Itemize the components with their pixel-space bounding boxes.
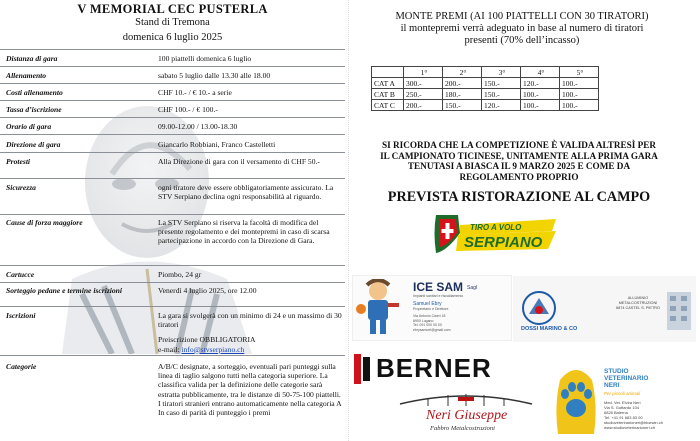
icesam-city: 6900 Lugano xyxy=(413,318,434,323)
divider xyxy=(0,306,345,307)
icesam-sponsor-card xyxy=(352,275,512,341)
preregistration-note: Preiscrizione OBBLIGATORIA xyxy=(158,335,256,345)
vet-contact xyxy=(604,400,696,430)
detail-label: Direzione di gara xyxy=(6,140,61,149)
building-icon xyxy=(665,286,693,332)
detail-value: 09.00-12.00 / 13.00-18.30 xyxy=(158,122,238,131)
detail-value: ogni tiratore deve essere obbligatoriamente assicurato. La STV Serpiano declina ogni responsabilità al riguardo. xyxy=(158,183,334,202)
neri-subtitle: Fabbro Metalcostruzioni xyxy=(430,425,495,432)
notice-line: TENUTASI A BIASCA IL 9 MARZO 2025 E COME DA xyxy=(407,161,631,172)
dossi-line: 6874 CASTEL S. PIETRO xyxy=(616,306,660,310)
vet-website: www.studioveterinarioneri.ch xyxy=(604,425,655,430)
email-line xyxy=(158,345,343,354)
detail-label: Protesti xyxy=(6,157,31,166)
serpiano-main-text: SERPIANO xyxy=(464,234,543,251)
dossi-line: METALCOSTRUZIONI xyxy=(618,301,658,305)
vet-title-line: NERI xyxy=(604,382,620,389)
divider xyxy=(0,100,345,101)
prize-cell: 200.- xyxy=(404,100,443,111)
event-date: domenica 6 luglio 2025 xyxy=(122,32,223,43)
prize-cell: 100.- xyxy=(560,100,599,111)
prize-header-cell: 5° xyxy=(560,67,599,78)
divider xyxy=(0,178,345,179)
divider xyxy=(0,355,345,356)
notice-line: SI RICORDA CHE LA COMPETIZIONE È VALIDA ALTRESÌ PER xyxy=(382,140,656,150)
vet-city: 6828 Balerna xyxy=(604,410,628,415)
detail-value: Alla Direzione di gara con il versamento di CHF 50.- xyxy=(158,157,320,166)
vet-title-line: STUDIO xyxy=(604,368,629,375)
detail-value: A/B/C designate, a sorteggio, eventuali pari punteggi sulla linea di taglio salgono tutti nella categoria superiore. La classifica valida per la definizione delle categorie sarà estratta pubblicamente, tra le distanze di 50-75-100 piattelli. I tiratori stranieri entrano automaticamente nella categoria A In caso di parità di punteggio i premi xyxy=(158,362,342,418)
icesam-email: ebrysamuel@gmail.com xyxy=(413,327,451,332)
detail-label: Tassa d’iscrizione xyxy=(6,105,62,114)
prize-category: CAT B xyxy=(372,89,404,100)
serpiano-logo xyxy=(430,211,560,261)
detail-label: Cartucce xyxy=(6,270,35,279)
catering-banner: PREVISTA RISTORAZIONE AL CAMPO xyxy=(387,189,651,205)
divider xyxy=(0,265,345,266)
vet-tagline: Per piccoli animali xyxy=(604,391,641,396)
divider xyxy=(0,282,345,283)
vet-doctor: Med. Vet. Elvira Neri xyxy=(604,400,641,405)
dossi-line: ALLUMINIO xyxy=(627,296,649,300)
icesam-role: Proprietario e Direttore xyxy=(413,307,449,311)
divider xyxy=(0,83,345,84)
prize-cell: 200.- xyxy=(443,78,482,89)
divider xyxy=(0,134,345,135)
plumber-mascot-icon xyxy=(355,279,401,337)
detail-label: Orario di gara xyxy=(6,122,52,131)
vet-address: Via S. Gottardo 104 xyxy=(604,405,640,410)
detail-value: 100 piattelli domenica 6 luglio xyxy=(158,54,252,63)
prize-subtext-1: il montepremi verrà adeguato in base al numero di tiratori xyxy=(400,23,644,34)
icesam-contact xyxy=(413,314,451,332)
registration-limits: La gara si svolgerà con un minimo di 24 e un massimo di 30 tiratori xyxy=(158,311,342,330)
prize-table-header xyxy=(372,67,599,78)
icesam-name: ICE SAM xyxy=(413,280,464,294)
notice-line: IL CAMPIONATO TICINESE, UNITAMENTE ALLA PRIMA GARA xyxy=(380,150,658,161)
icesam-phone: Tel. 091 000 00 00 xyxy=(413,323,442,327)
email-link[interactable]: info@stvserpiano.ch xyxy=(181,344,245,354)
icesam-person: Samuel Ebry xyxy=(413,301,442,307)
column-divider xyxy=(348,0,349,441)
divider xyxy=(0,214,345,215)
neri-logo xyxy=(396,392,536,436)
icesam-tagline: Impianti sanitari e riscaldamento xyxy=(413,294,464,298)
dossi-sponsor-card xyxy=(513,276,696,342)
paw-print-icon xyxy=(552,366,600,436)
icesam-address: Via Antonio Ciseri 18 xyxy=(413,314,446,318)
prize-cell: 100.- xyxy=(560,89,599,100)
event-venue: Stand di Tremona xyxy=(135,17,210,28)
prize-row xyxy=(372,78,599,89)
detail-label: Costi allenamento xyxy=(6,88,63,97)
prize-cell: 100.- xyxy=(521,89,560,100)
divider xyxy=(0,152,345,153)
event-title: V MEMORIAL CEC PUSTERLA xyxy=(77,2,268,16)
vet-title-line: VETERINARIO xyxy=(604,375,649,382)
regulation-column xyxy=(0,0,345,441)
vet-sponsor-card xyxy=(552,366,698,440)
prize-cell: 180.- xyxy=(443,89,482,100)
prize-cell: 150.- xyxy=(482,89,521,100)
berner-logo xyxy=(354,352,492,386)
prize-category: CAT A xyxy=(372,78,404,89)
vet-email: studioveterinarioneri@bluewin.ch xyxy=(604,420,663,425)
dossi-emblem-icon xyxy=(521,290,557,326)
berner-mark-icon xyxy=(354,354,372,384)
detail-label: Distanza di gara xyxy=(6,54,58,63)
detail-value: sabato 5 luglio dalle 13.30 alle 18.00 xyxy=(158,71,271,80)
detail-value: Giancarlo Robbiani, Franco Castelletti xyxy=(158,140,276,149)
prize-cell: 150.- xyxy=(443,100,482,111)
prize-header-cell: 4° xyxy=(521,67,560,78)
prize-header-cell xyxy=(372,67,404,78)
prize-table xyxy=(371,66,599,111)
detail-label: Categorie xyxy=(6,362,37,371)
prize-cell: 250.- xyxy=(404,89,443,100)
neri-name: Neri Giuseppe xyxy=(426,408,508,423)
prize-row xyxy=(372,89,599,100)
berner-name: BERNER xyxy=(376,353,492,383)
detail-label: Iscrizioni xyxy=(6,311,36,320)
detail-value: Venerdì 4 luglio 2025, ore 12.00 xyxy=(158,286,257,295)
prize-cell: 100.- xyxy=(521,100,560,111)
dossi-name: DOSSI MARINO & CO xyxy=(521,326,578,332)
detail-label: Allenamento xyxy=(6,71,47,80)
dossi-details xyxy=(613,296,663,311)
detail-label: Sorteggio pedane e termine iscrizioni xyxy=(6,286,123,295)
detail-label: Cause di forza maggiore xyxy=(6,218,83,227)
detail-value: CHF 10.- / € 10.- a serie xyxy=(158,88,232,97)
prize-header-cell: 3° xyxy=(482,67,521,78)
detail-value: Piombo, 24 gr xyxy=(158,270,202,279)
detail-value: La STV Serpiano si riserva la facoltà di modifica del presente regolamento e dei montepremi in caso di scarsa partecipazione in accordo con la Direzione di Gara. xyxy=(158,218,330,246)
prize-cell: 150.- xyxy=(482,78,521,89)
detail-label: Sicurezza xyxy=(6,183,36,192)
prize-row xyxy=(372,100,599,111)
prize-header-cell: 2° xyxy=(443,67,482,78)
prize-header-cell: 1° xyxy=(404,67,443,78)
vet-phone: Tel. +41 91 683 83 00 xyxy=(604,415,643,420)
vet-title xyxy=(604,368,648,389)
iron-gate-icon xyxy=(398,392,534,408)
prize-cell: 100.- xyxy=(560,78,599,89)
serpiano-top-text: TIRO A VOLO xyxy=(470,223,522,232)
prize-category: CAT C xyxy=(372,100,404,111)
championship-notice xyxy=(344,140,694,182)
prize-cell: 120.- xyxy=(521,78,560,89)
divider xyxy=(0,117,345,118)
divider xyxy=(0,49,345,50)
email-label: e-mail: xyxy=(158,344,180,354)
prize-cell: 300.- xyxy=(404,78,443,89)
prize-heading: MONTE PREMI (AI 100 PIATTELLI CON 30 TIRATORI) xyxy=(395,11,649,22)
notice-line: REGOLAMENTO PROPRIO xyxy=(459,171,579,182)
detail-value xyxy=(158,311,343,354)
icesam-suffix: Sagl xyxy=(467,285,478,291)
prize-subtext-2: presenti (70% dell’incasso) xyxy=(464,35,580,46)
detail-value: CHF 100.- / € 100.- xyxy=(158,105,218,114)
prize-cell: 120.- xyxy=(482,100,521,111)
divider xyxy=(0,66,345,67)
